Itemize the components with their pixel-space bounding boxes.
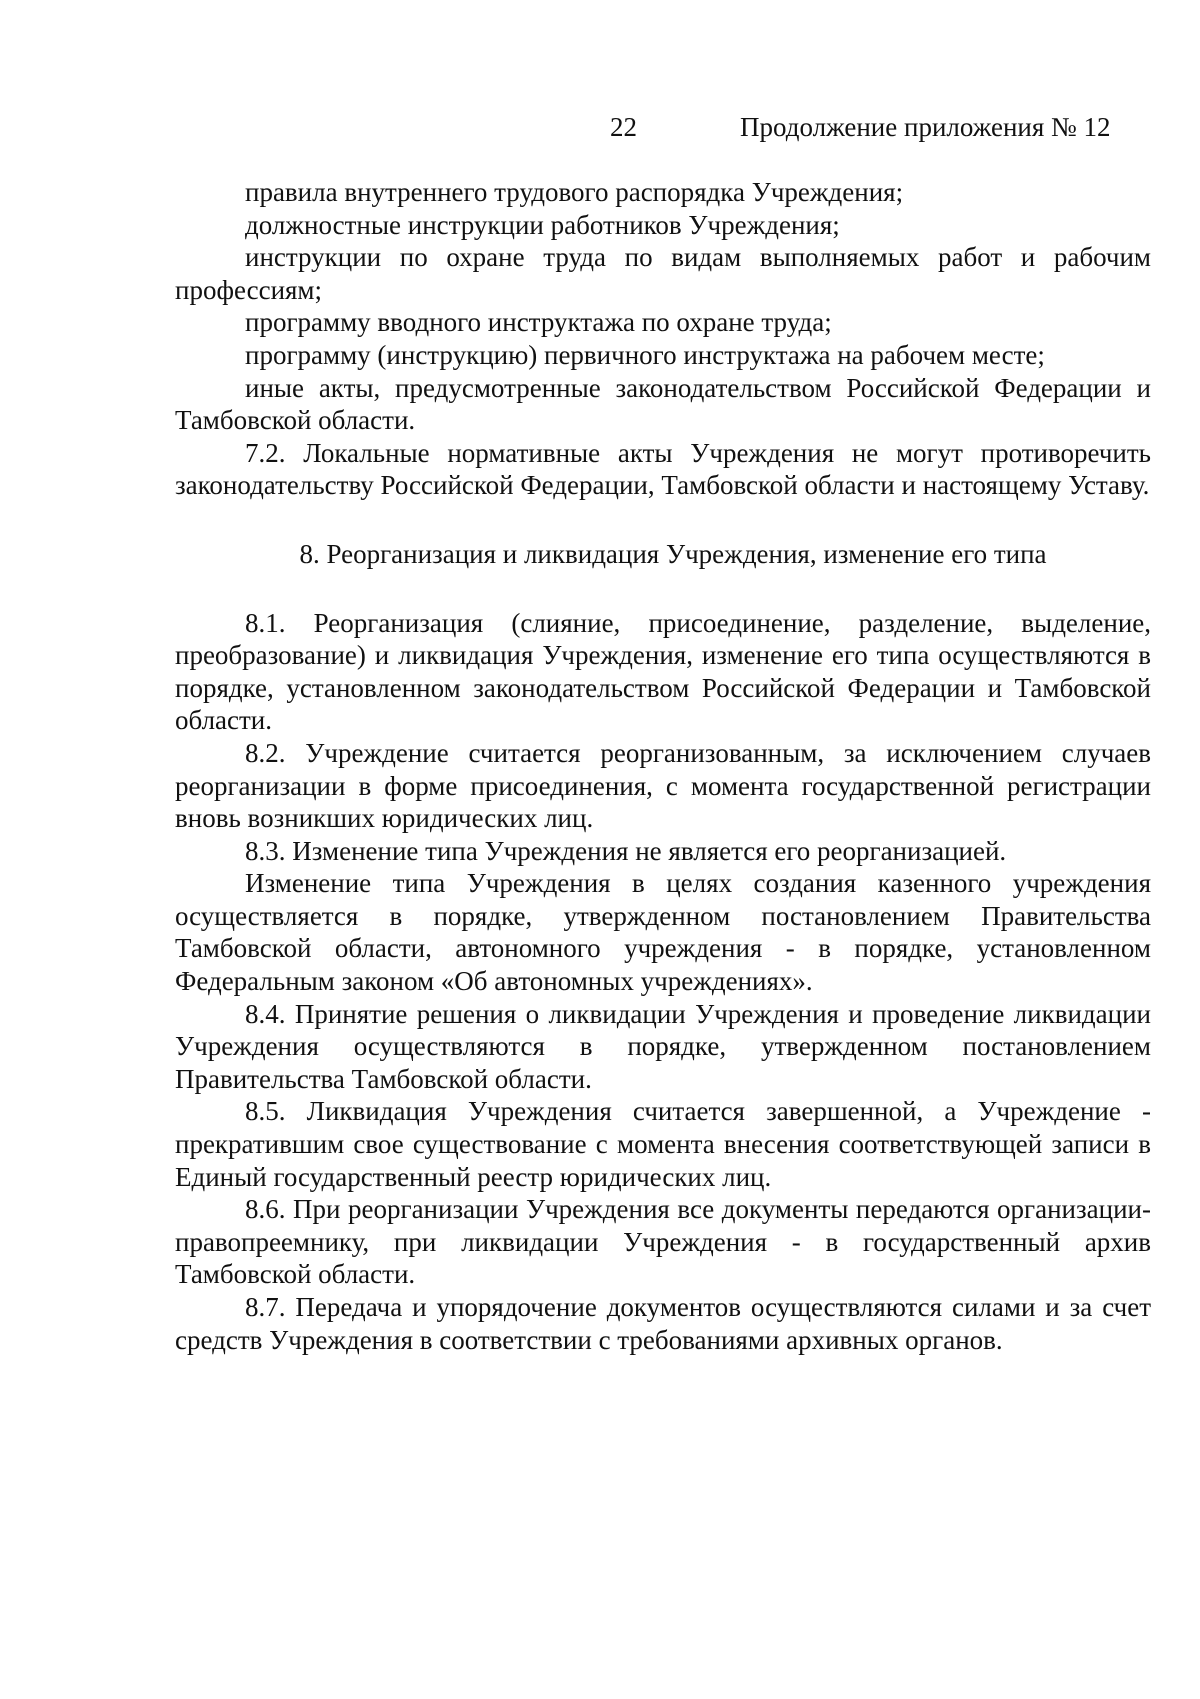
paragraph: иные акты, предусмотренные законодательством Российской Федерации и Тамбовской области. — [175, 372, 1151, 436]
paragraph: 8.1. Реорганизация (слияние, присоединение, разделение, выделение, преобразование) и ликвидация Учреждения, изменение его типа осуществляются в порядке, установленном законодательством Российской Федерации и Тамбовской области. — [175, 607, 1151, 736]
paragraph: 8.3. Изменение типа Учреждения не является его реорганизацией. — [245, 835, 1007, 866]
paragraph: Изменение типа Учреждения в целях создания казенного учреждения осуществляется в порядке, утвержденном постановлением Правительства Тамбовской области, автономного учреждения - в порядке, установленном Федеральным законом «Об автономных учреждениях». — [175, 868, 1151, 997]
paragraph: правила внутреннего трудового распорядка Учреждения; — [245, 177, 904, 207]
paragraph: 8.4. Принятие решения о ликвидации Учреждения и проведение ликвидации Учреждения осуществляются в порядке, утвержденном постановлением Правительства Тамбовской области. — [175, 998, 1151, 1094]
paragraph: программу вводного инструктажа по охране труда; — [245, 307, 832, 338]
paragraph: должностные инструкции работников Учреждения; — [245, 209, 840, 240]
continuation-label: Продолжение приложения № 12 — [740, 112, 1111, 142]
paragraph: 8.7. Передача и упорядочение документов осуществляются силами и за счет средств Учреждения в соответствии с требованиями архивных органов. — [175, 1292, 1151, 1355]
document-body — [175, 176, 1151, 1356]
paragraph: 8.2. Учреждение считается реорганизованным, за исключением случаев реорганизации в форме присоединения, с момента государственной регистрации вновь возникших юридических лиц. — [175, 737, 1151, 834]
page-number: 22 — [610, 112, 637, 142]
paragraph: 7.2. Локальные нормативные акты Учреждения не могут противоречить законодательству Российской Федерации, Тамбовской области и настоящему Уставу. — [175, 437, 1151, 501]
page-header — [0, 112, 1200, 152]
paragraph: инструкции по охране труда по видам выполняемых работ и рабочим профессиям; — [175, 242, 1151, 305]
paragraph: программу (инструкцию) первичного инструктажа на рабочем месте; — [245, 339, 1045, 370]
section-heading: 8. Реорганизация и ликвидация Учреждения, изменение его типа — [299, 538, 1047, 569]
paragraph: 8.6. При реорганизации Учреждения все документы передаются организации-правопреемнику, при ликвидации Учреждения - в государственный архив Тамбовской области. — [175, 1194, 1151, 1290]
paragraph: 8.5. Ликвидация Учреждения считается завершенной, а Учреждение - прекратившим свое существование с момента внесения соответствующей записи в Единый государственный реестр юридических лиц. — [175, 1096, 1151, 1192]
